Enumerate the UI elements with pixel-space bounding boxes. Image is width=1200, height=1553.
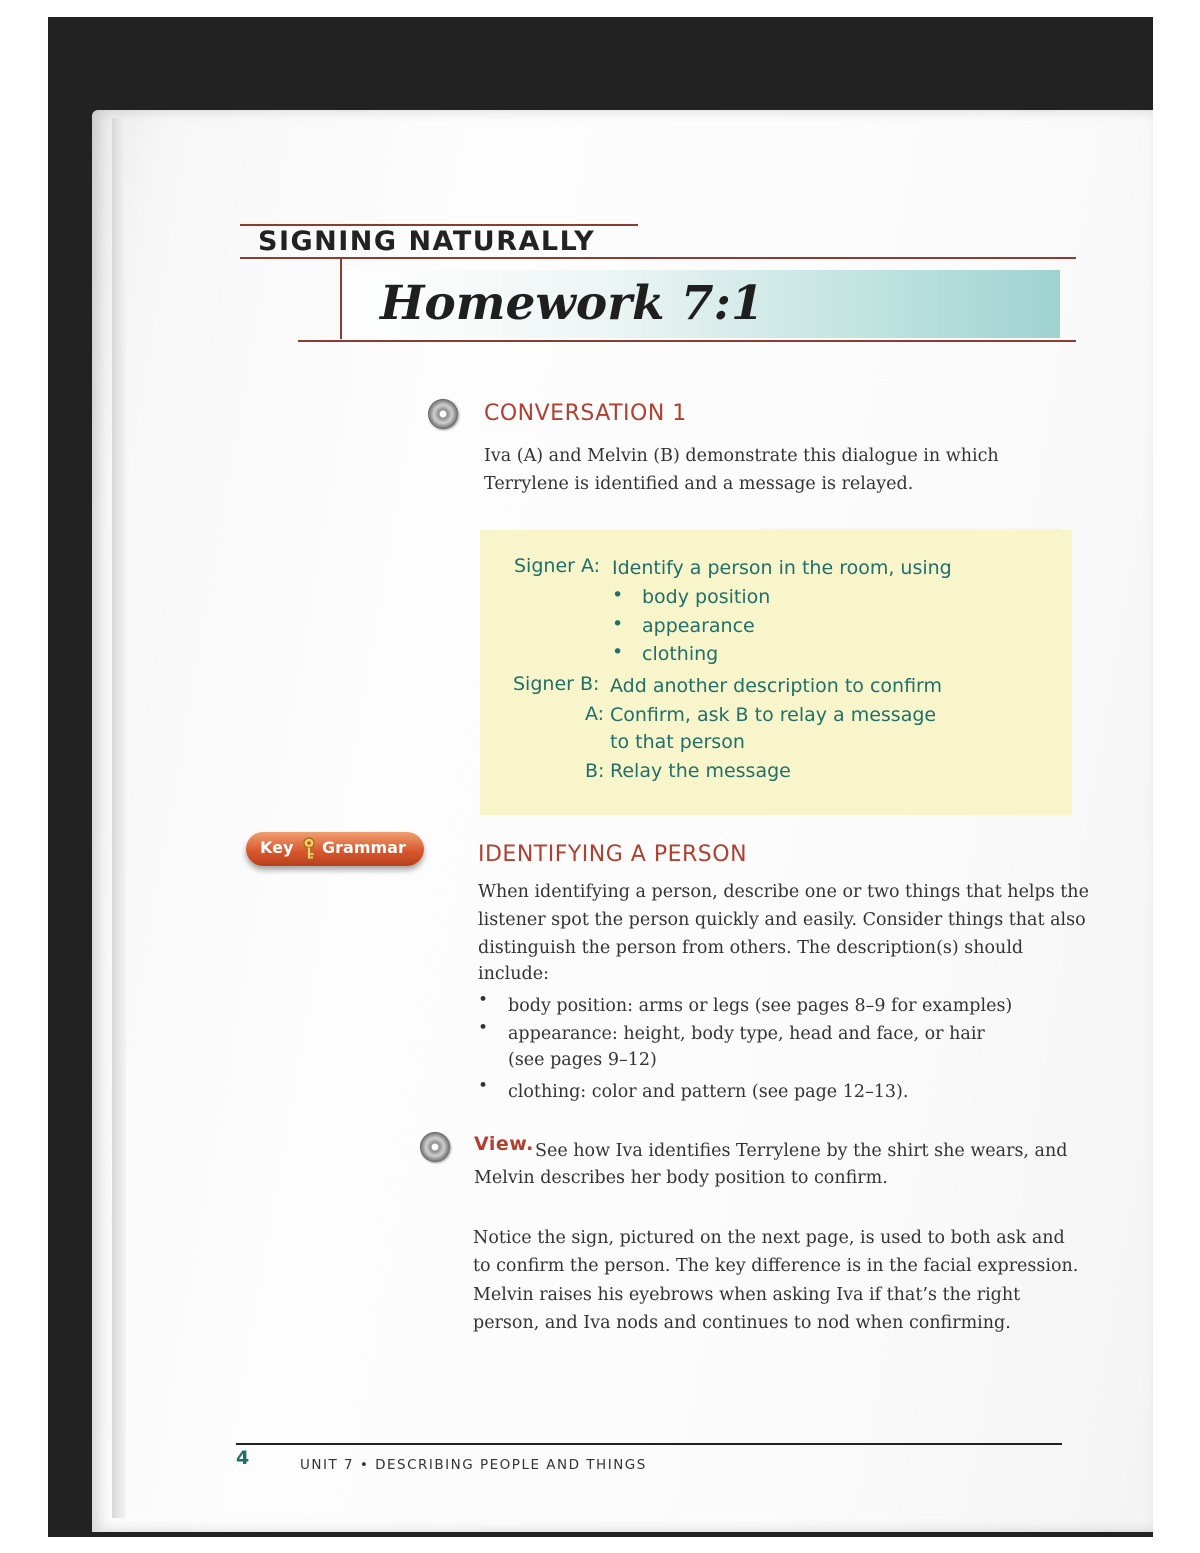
footer-unit-title: UNIT 7 • DESCRIBING PEOPLE AND THINGS bbox=[300, 1457, 647, 1473]
notice-paragraph-line: person, and Iva nods and continues to nod when confirming. bbox=[473, 1313, 1011, 1333]
grammar-paragraph-line: When identifying a person, describe one or two things that helps the bbox=[478, 882, 1089, 902]
grammar-paragraph-line: include: bbox=[478, 964, 549, 984]
conversation-intro-line2: Terrylene is identified and a message is relayed. bbox=[484, 474, 914, 494]
key-grammar-badge-left: Key bbox=[260, 838, 294, 857]
dialogue-bullet-dot: • bbox=[612, 584, 624, 606]
notice-paragraph-line: Notice the sign, pictured on the next page, is used to both ask and bbox=[473, 1228, 1065, 1248]
dialogue-speaker-b2: B: bbox=[585, 760, 605, 782]
list-bullet-dot: • bbox=[478, 1018, 489, 1038]
dialogue-bullet-item: body position bbox=[642, 586, 771, 608]
key-grammar-badge-right: Grammar bbox=[322, 838, 406, 857]
dialogue-speaker-a2: A: bbox=[585, 703, 605, 725]
dialogue-text-a1: Identify a person in the room, using bbox=[612, 557, 952, 579]
view-label: View. bbox=[474, 1133, 534, 1155]
conversation-heading: CONVERSATION 1 bbox=[484, 401, 687, 426]
page-title: Homework 7:1 bbox=[380, 276, 764, 331]
list-bullet-dot: • bbox=[478, 990, 489, 1010]
series-title: SIGNING NATURALLY bbox=[258, 226, 596, 257]
dialogue-bullet-item: appearance bbox=[642, 615, 755, 637]
grammar-paragraph-line: listener spot the person quickly and easily. Consider things that also bbox=[478, 910, 1086, 930]
conversation-intro-line1: Iva (A) and Melvin (B) demonstrate this dialogue in which bbox=[484, 446, 999, 466]
page-edge bbox=[112, 118, 126, 1518]
view-text-line1: See how Iva identifies Terrylene by the shirt she wears, and bbox=[535, 1141, 1068, 1161]
list-bullet-dot: • bbox=[478, 1076, 489, 1096]
key-icon bbox=[301, 837, 317, 861]
footer-rule bbox=[236, 1443, 1062, 1445]
dialogue-text-b1: Add another description to confirm bbox=[610, 675, 943, 697]
grammar-paragraph-line: distinguish the person from others. The description(s) should bbox=[478, 938, 1024, 958]
grammar-list-item: appearance: height, body type, head and face, or hair bbox=[508, 1024, 985, 1044]
dialogue-bullet-item: clothing bbox=[642, 643, 719, 665]
notice-paragraph-line: to confirm the person. The key difference is in the facial expression. bbox=[473, 1256, 1079, 1276]
grammar-list-item: clothing: color and pattern (see page 12–13). bbox=[508, 1082, 909, 1102]
notice-paragraph-line: Melvin raises his eyebrows when asking Iva if that’s the right bbox=[473, 1285, 1021, 1305]
header-rule-bottom bbox=[298, 340, 1076, 342]
identifying-heading: IDENTIFYING A PERSON bbox=[478, 842, 748, 867]
grammar-list-item: body position: arms or legs (see pages 8–9 for examples) bbox=[508, 996, 1013, 1016]
dialogue-speaker-b1: Signer B: bbox=[513, 673, 600, 695]
dialogue-text-a2-line1: Confirm, ask B to relay a message bbox=[610, 704, 937, 726]
dialogue-speaker-a1: Signer A: bbox=[514, 555, 601, 577]
grammar-list-item-continued: (see pages 9–12) bbox=[508, 1050, 657, 1070]
dialogue-text-b2: Relay the message bbox=[610, 760, 791, 782]
video-disc-icon[interactable] bbox=[428, 399, 458, 429]
video-disc-icon[interactable] bbox=[420, 1132, 450, 1162]
dialogue-bullet-dot: • bbox=[612, 613, 624, 635]
dialogue-text-a2-line2: to that person bbox=[610, 731, 745, 753]
page-number: 4 bbox=[236, 1447, 250, 1469]
dialogue-bullet-dot: • bbox=[612, 641, 624, 663]
view-text-line2: Melvin describes her body position to confirm. bbox=[474, 1168, 888, 1188]
header-rule-series bbox=[240, 257, 1076, 259]
key-grammar-badge bbox=[246, 832, 424, 866]
header-rule-vertical bbox=[340, 259, 342, 339]
